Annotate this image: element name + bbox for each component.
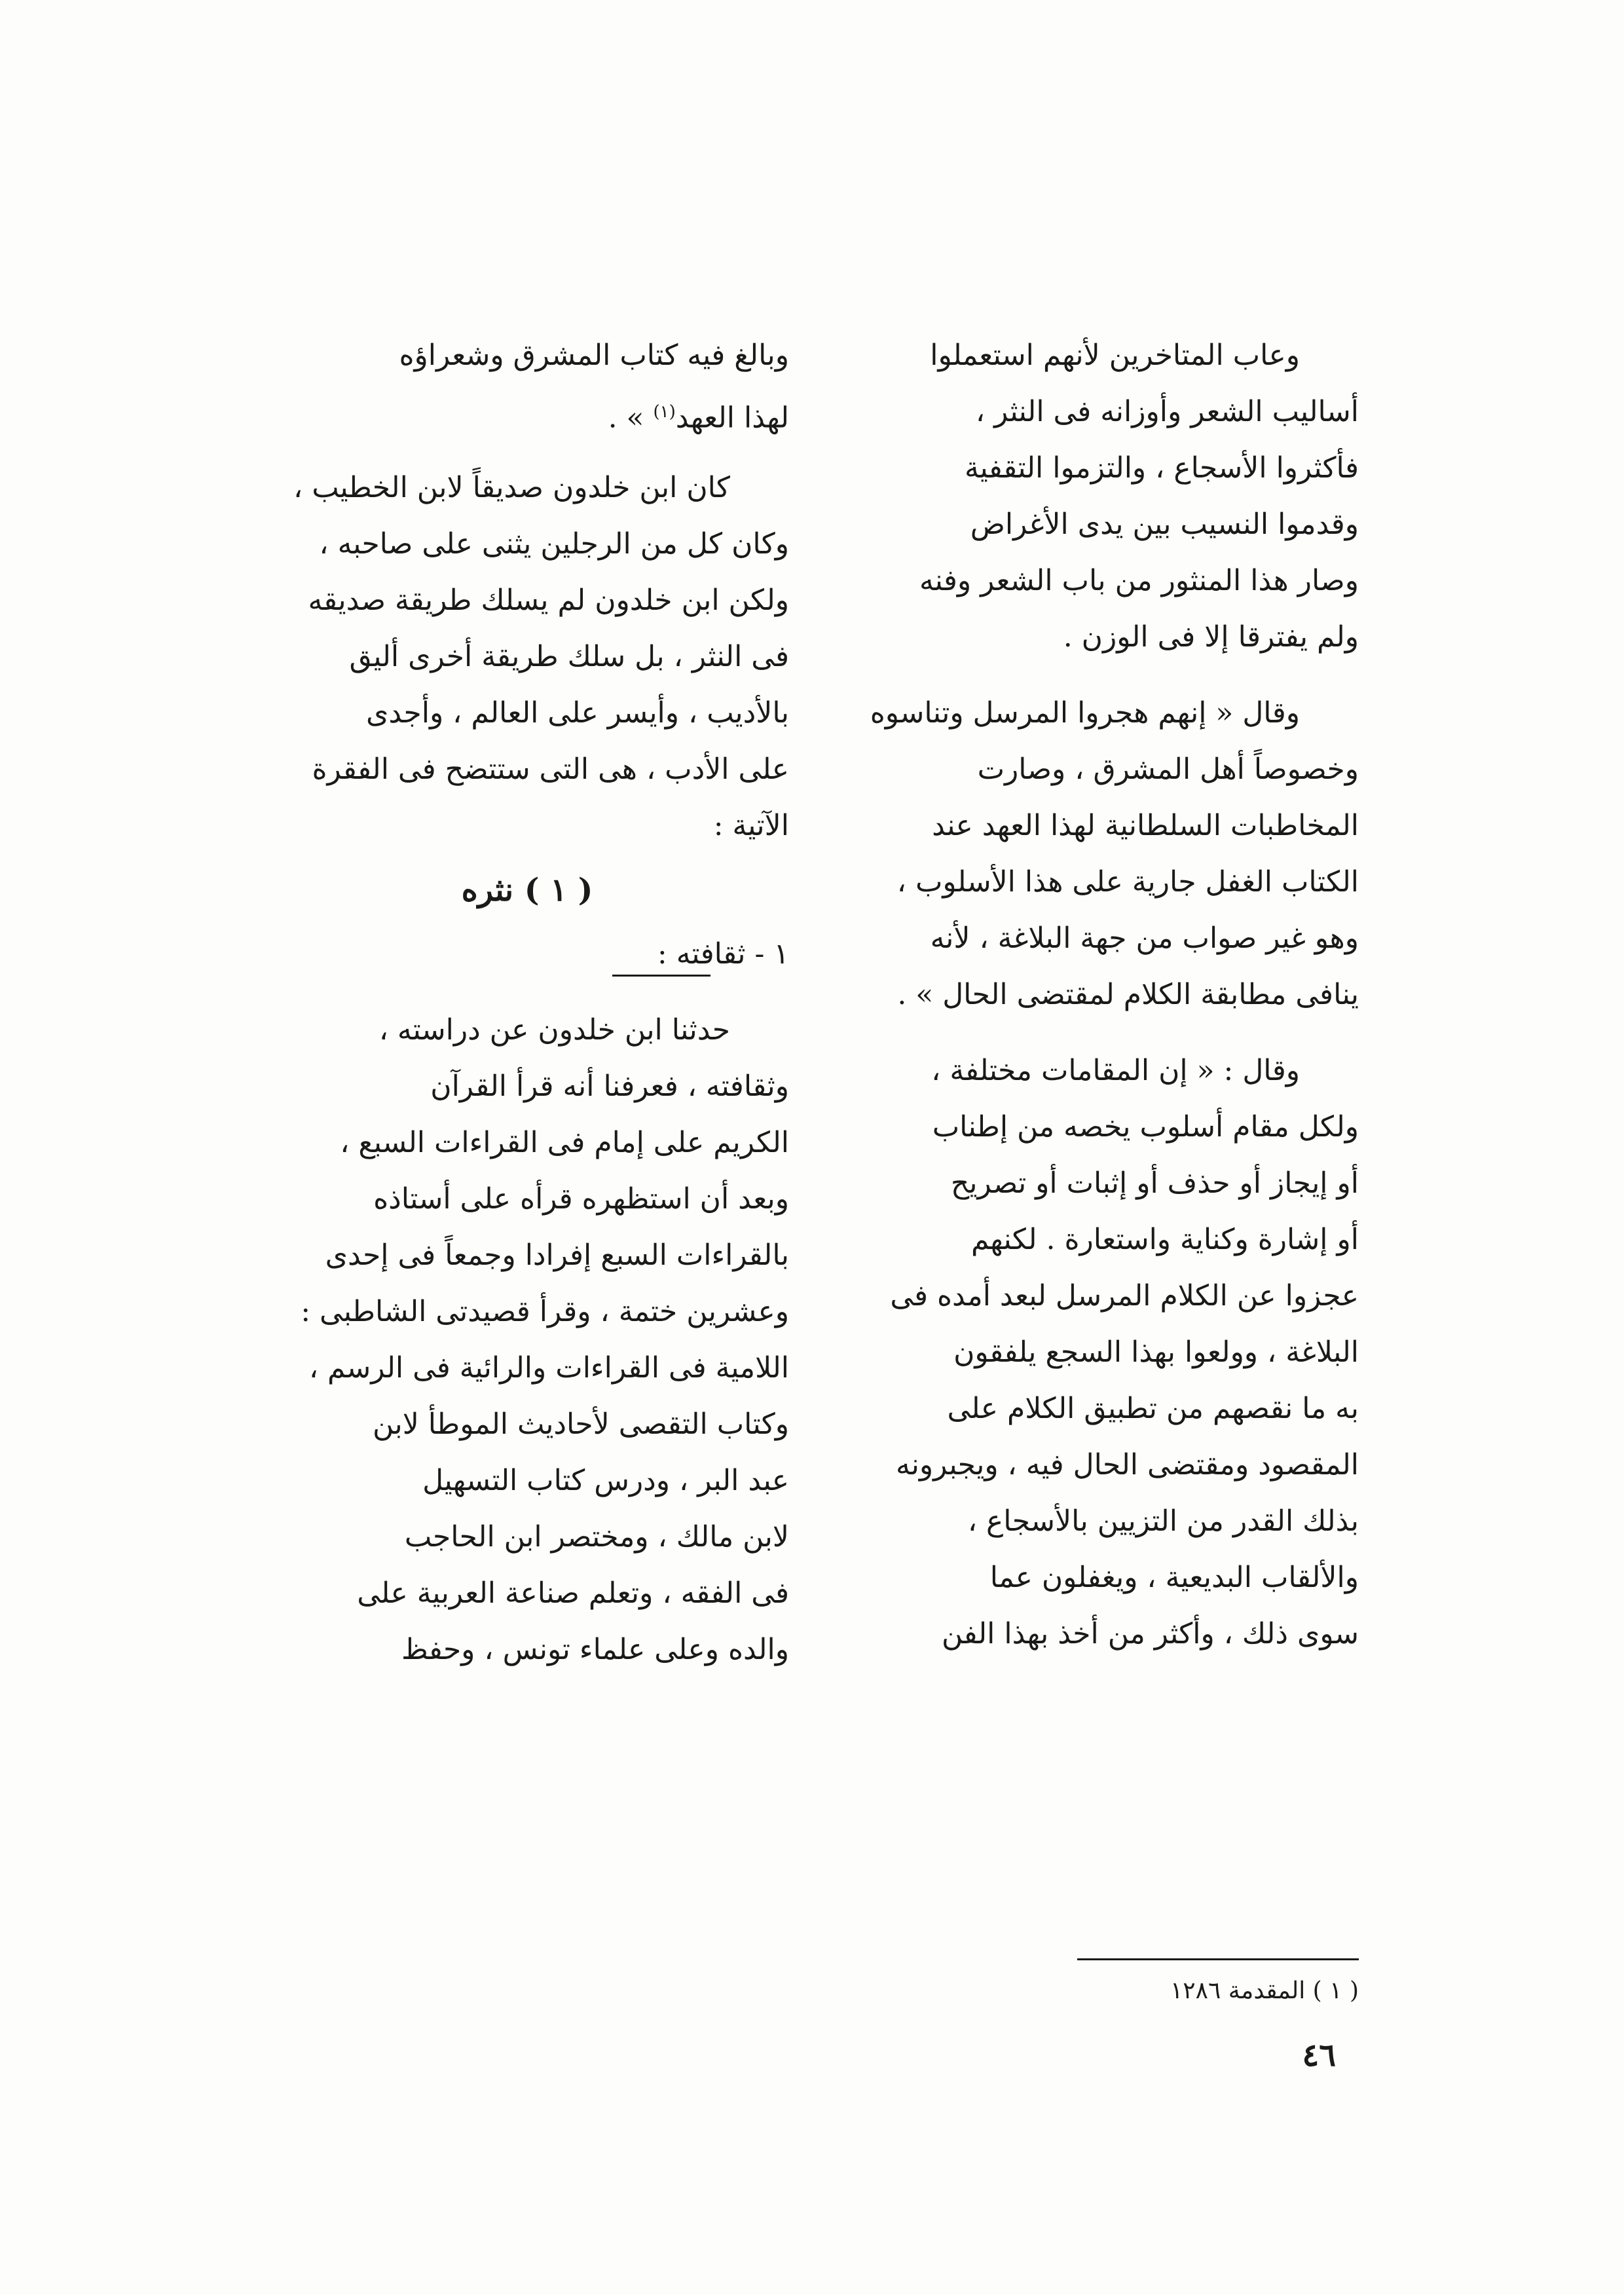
text-line: وقال : « إن المقامات مختلفة ،	[931, 1054, 1300, 1087]
text-line: عجزوا عن الكلام المرسل لبعد أمده فى	[890, 1279, 1359, 1313]
text-line: الكتاب الغفل جارية على هذا الأسلوب ،	[896, 865, 1359, 899]
text-line: وقدموا النسيب بين يدى الأغراض	[970, 508, 1359, 541]
text-line: فأكثروا الأسجاع ، والتزموا التقفية	[964, 451, 1359, 485]
text-line: بالأديب ، وأيسر على العالم ، وأجدى	[365, 696, 789, 730]
text-line: المخاطبات السلطانية لهذا العهد عند	[932, 809, 1359, 842]
text-line: وبعد أن استظهره قرأه على أستاذه	[373, 1182, 789, 1216]
text-line: به ما نقصهم من تطبيق الكلام على	[947, 1392, 1359, 1425]
text-line: وكتاب التقصى لأحاديث الموطأ لابن	[372, 1408, 789, 1441]
text-line: والده وعلى علماء تونس ، وحفظ	[401, 1633, 789, 1666]
subheading-text: ١ - ثقافته :	[657, 937, 789, 971]
text-line: والألقاب البديعية ، ويغفلون عما	[989, 1561, 1359, 1594]
footnote: ( ١ ) المقدمة ١٢٨٦	[1170, 1977, 1359, 2004]
text-line: حدثنا ابن خلدون عن دراسته ،	[378, 1013, 730, 1047]
text-line: الكريم على إمام فى القراءات السبع ،	[340, 1126, 789, 1159]
text-fragment: لهذا العهد	[675, 401, 789, 435]
page-number: ٤٦	[1302, 2037, 1336, 2074]
text-line: عبد البر ، ودرس كتاب التسهيل	[422, 1464, 789, 1497]
text-line: بذلك القدر من التزيين بالأسجاع ،	[967, 1504, 1359, 1538]
text-line: وقال « إنهم هجروا المرسل وتناسوه	[870, 696, 1300, 730]
text-line: وعشرين ختمة ، وقرأ قصيدتى الشاطبى :	[301, 1295, 789, 1328]
text-line: البلاغة ، وولعوا بهذا السجع يلفقون	[953, 1335, 1359, 1369]
text-line: الآتية :	[713, 809, 789, 842]
text-line: وثقافته ، فعرفنا أنه قرأ القرآن	[430, 1070, 789, 1103]
text-line: وصار هذا المنثور من باب الشعر وفنه	[919, 564, 1359, 597]
text-line: ينافى مطابقة الكلام لمقتضى الحال » .	[897, 978, 1359, 1011]
text-line: ولم يفترقا إلا فى الوزن .	[1063, 620, 1359, 654]
text-line: أو إشارة وكناية واستعارة . لكنهم	[970, 1223, 1359, 1256]
text-line: وعاب المتاخرين لأنهم استعملوا	[930, 339, 1300, 372]
subheading	[265, 926, 789, 982]
text-line: سوى ذلك ، وأكثر من أخذ بهذا الفن	[941, 1617, 1359, 1651]
text-line: أو إيجاز أو حذف أو إثبات أو تصريح	[950, 1166, 1359, 1200]
footnote-reference: (١)	[653, 402, 676, 422]
text-line: وبالغ فيه كتاب المشرق وشعراؤه	[399, 339, 789, 372]
text-fragment: » .	[608, 401, 644, 435]
text-line: ولكن ابن خلدون لم يسلك طريقة صديقه	[308, 584, 789, 617]
right-column	[809, 327, 1359, 1662]
text-line: على الأدب ، هى التى ستتضح فى الفقرة	[312, 753, 789, 786]
text-line: ولكل مقام أسلوب يخصه من إطناب	[932, 1110, 1359, 1144]
text-line: وهو غير صواب من جهة البلاغة ، لأنه	[930, 922, 1359, 955]
text-line: أساليب الشعر وأوزانه فى النثر ،	[975, 395, 1359, 428]
left-column	[265, 327, 789, 1678]
section-heading: ( ١ ) نثره	[461, 872, 593, 908]
text-line: كان ابن خلدون صديقاً لابن الخطيب ،	[293, 471, 730, 504]
text-line: بالقراءات السبع إفرادا وجمعاً فى إحدى	[325, 1239, 789, 1272]
text-line: لابن مالك ، ومختصر ابن الحاجب	[404, 1520, 789, 1554]
text-line: فى الفقه ، وتعلم صناعة العربية على	[357, 1577, 789, 1610]
footnote-divider	[1077, 1958, 1359, 1960]
text-line: المقصود ومقتضى الحال فيه ، ويجبرونه	[896, 1448, 1359, 1482]
text-line	[265, 384, 789, 440]
text-line: اللامية فى القراءات والرائية فى الرسم ،	[308, 1351, 789, 1385]
text-line: فى النثر ، بل سلك طريقة أخرى أليق	[349, 640, 789, 673]
text-line: وخصوصاً أهل المشرق ، وصارت	[977, 753, 1359, 786]
subheading-underline	[612, 975, 710, 977]
text-line: وكان كل من الرجلين يثنى على صاحبه ،	[319, 527, 789, 561]
